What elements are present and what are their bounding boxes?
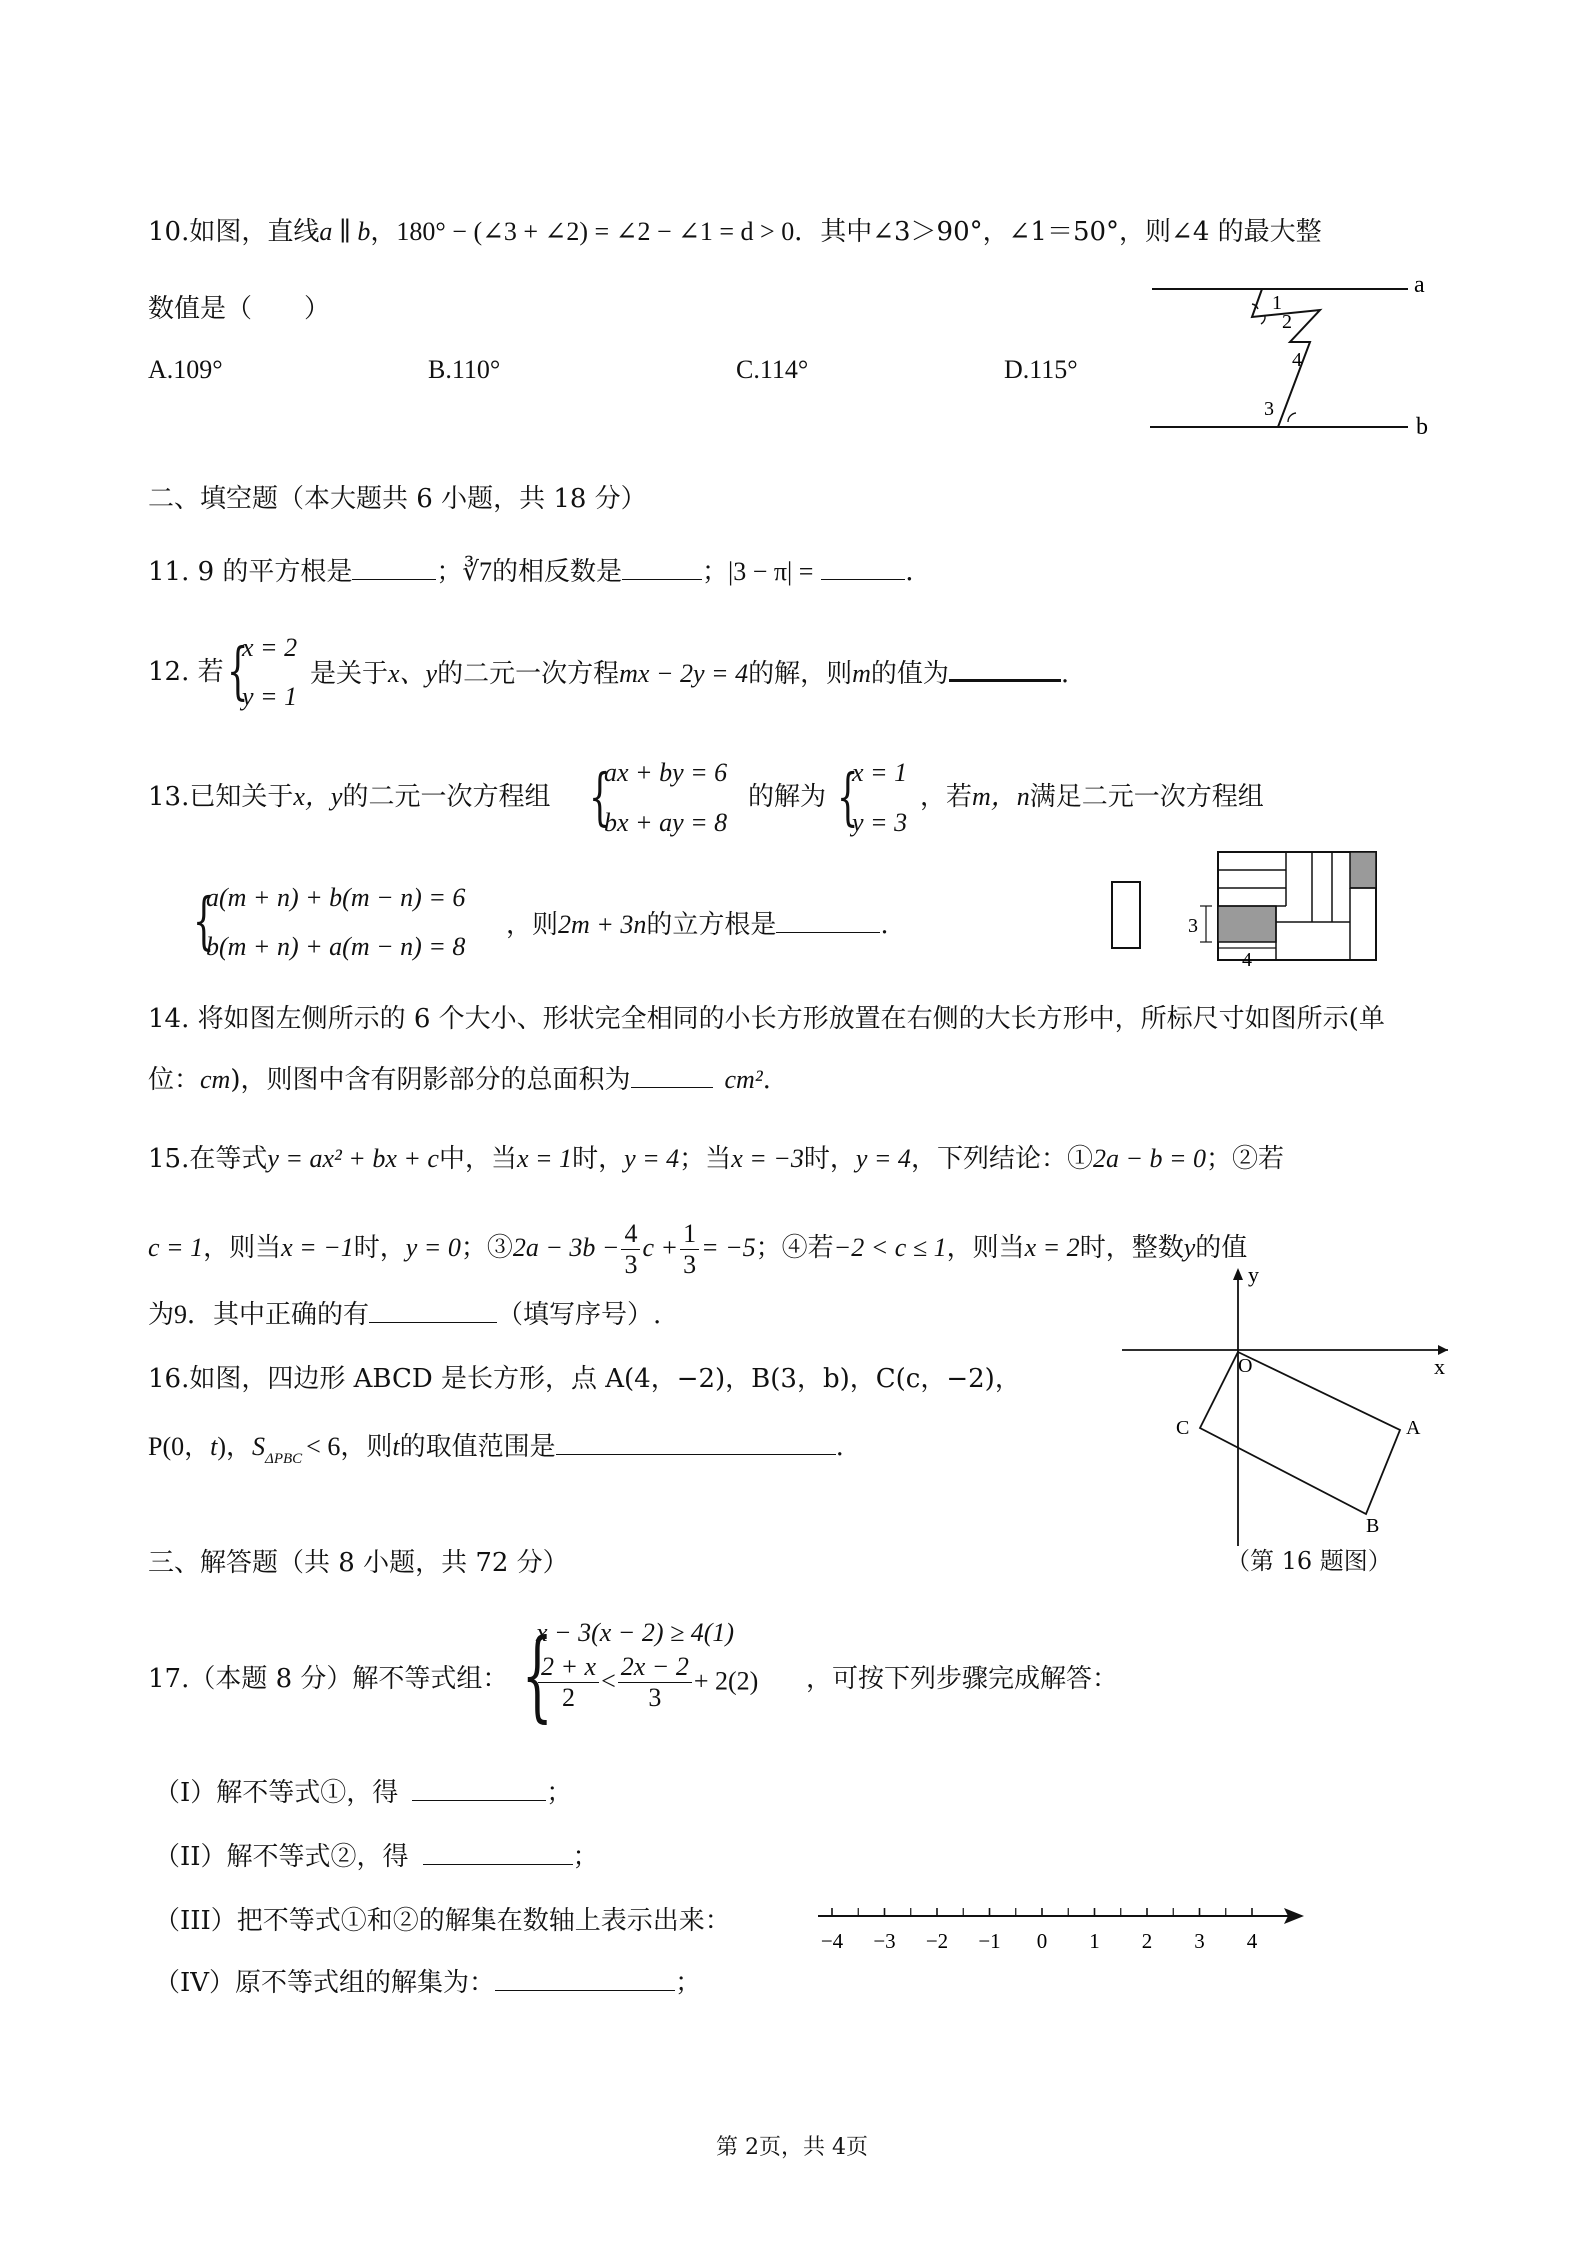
- q17-suffix: ，可按下列步骤完成解答：: [806, 1664, 1119, 1694]
- q13-brace-1: {: [588, 760, 611, 833]
- q17-prefix: 17.（本题 8 分）解不等式组：: [148, 1664, 509, 1694]
- q16-l2-t2: t: [392, 1432, 400, 1461]
- q14-figure: [1100, 846, 1390, 966]
- q14-unit: cm: [200, 1065, 231, 1094]
- q17-frac-1: [538, 1652, 599, 1713]
- q12-text-3: 的二元一次方程: [437, 659, 620, 689]
- number-line-tick-label: −3: [873, 1929, 896, 1953]
- q15-l2-m: x = 2: [1024, 1233, 1080, 1262]
- q11-abs-expr: |3 − π| =: [728, 557, 814, 586]
- q15-l1-e: y = 4: [624, 1144, 680, 1173]
- q14-answer-blank[interactable]: [631, 1063, 713, 1088]
- q12-text-2: 是关于: [310, 659, 389, 689]
- q13-text-5: 满足二元一次方程组: [1029, 782, 1264, 812]
- q15-l2-d: 时，: [353, 1233, 406, 1263]
- q13-suffix: [920, 780, 1264, 814]
- q10-text-a: 10.如图，直线: [148, 217, 320, 247]
- q14-line1: 14. 将如图左侧所示的 6 个大小、形状完全相同的小长方形放置在右侧的大长方形中，所标尺寸如图所示(单: [148, 1004, 1385, 1034]
- q13-prefix: [148, 780, 550, 814]
- q15-l2-e: y = 0: [405, 1233, 461, 1262]
- q13-brace-2: {: [836, 760, 859, 833]
- q16-fig-origin: O: [1238, 1355, 1253, 1377]
- q13-line2-rest: [506, 908, 889, 942]
- q17-number-line: [810, 1890, 1310, 1960]
- q15-frac1-num: 4: [621, 1219, 640, 1250]
- q13-text-7: 的立方根是: [646, 910, 777, 940]
- q16-l2-sub: ΔPBC: [265, 1451, 303, 1467]
- q15-answer-blank[interactable]: [369, 1298, 497, 1323]
- q16-fig-axis-x: x: [1434, 1354, 1445, 1379]
- q17-frac1-num: 2 + x: [538, 1652, 599, 1683]
- q15-l2-c: x = −1: [281, 1233, 354, 1262]
- q15-l1-k: 2a − b = 0: [1092, 1144, 1207, 1173]
- number-line-tick-label: 1: [1089, 1929, 1100, 1953]
- q15-l2-a: c = 1: [148, 1233, 204, 1262]
- q16-l2-c: < 6，则: [306, 1432, 393, 1461]
- q10-math-ab: a ∥ b: [319, 217, 371, 246]
- q14-unit-area: cm²: [724, 1065, 763, 1094]
- q12-line-rest: [310, 655, 1069, 691]
- q12-m: m: [852, 659, 871, 688]
- q12-answer-blank[interactable]: [949, 655, 1061, 682]
- q15-l2-j: ；④若: [755, 1233, 834, 1263]
- q11-answer-blank-2[interactable]: [622, 555, 702, 580]
- q17-step-2: [154, 1840, 599, 1874]
- q12-brace: {: [226, 634, 249, 707]
- q13-text-4: ，若: [920, 782, 973, 812]
- q11-text-4: ；: [702, 557, 729, 587]
- q13-sys1-row1: ax + by = 6: [604, 758, 728, 787]
- q13-text-3: 的解为: [748, 782, 827, 812]
- q13-brace-3: {: [192, 884, 215, 957]
- q15-l2-o: y: [1183, 1233, 1196, 1262]
- q13-text-1: 13.已知关于: [148, 782, 294, 812]
- q12-equation: mx − 2y = 4: [619, 659, 749, 688]
- q10-fig-angle-2: 2: [1282, 311, 1292, 333]
- q15-l1-g: x = −3: [731, 1144, 804, 1173]
- q14-text-c: .: [762, 1065, 771, 1095]
- q15-frac2-den: 3: [683, 1249, 697, 1279]
- q16-l2-e: .: [835, 1432, 844, 1462]
- q17-step4-text: （IV）原不等式组的解集为：: [154, 1968, 496, 1998]
- page-footer: 第 2页，共 4页: [716, 2135, 868, 2160]
- q13-sys2-row1: x = 1: [852, 758, 908, 787]
- q13-sys1-row2: bx + ay = 8: [604, 808, 728, 837]
- q17-step2-text: （II）解不等式②，得: [154, 1842, 409, 1872]
- number-line-tick-label: −4: [820, 1929, 844, 1953]
- q15-l2-i: = −5: [701, 1233, 756, 1262]
- section3-heading: 三、解答题（共 8 小题，共 72 分）: [148, 1548, 569, 1578]
- q10-fig-label-b: b: [1416, 414, 1428, 440]
- q12-text-6: .: [1060, 659, 1070, 689]
- q12-text-5: 的值为: [870, 659, 949, 689]
- q16-answer-blank[interactable]: [556, 1430, 836, 1455]
- q10-fig-label-a: a: [1414, 272, 1425, 298]
- q15-l2-b: ，则当: [203, 1233, 282, 1263]
- q12-text-4: 的解，则: [748, 659, 853, 689]
- q16-fig-axis-y: y: [1248, 1262, 1259, 1287]
- q10-math-eq: 180° − (∠3 + ∠2) = ∠2 − ∠1 = d > 0: [396, 217, 795, 246]
- q15-l1-i: y = 4: [855, 1144, 911, 1173]
- q12-sys-row2: y = 1: [242, 682, 298, 711]
- number-line-tick-label: −1: [978, 1929, 1001, 1953]
- q17-row2: [536, 1652, 758, 1713]
- q16-l2-a: P(0，: [148, 1432, 211, 1461]
- q13-sys2-row2: y = 3: [852, 808, 908, 837]
- q12-vars: x、y: [388, 659, 438, 688]
- q17-frac1-den: 2: [562, 1683, 576, 1712]
- q13-sys3-row2: b(m + n) + a(m − n) = 8: [206, 932, 466, 961]
- q11-answer-blank-3[interactable]: [821, 555, 905, 580]
- q10-option-c: C.114°: [736, 355, 809, 384]
- q16-line2: [148, 1430, 844, 1476]
- q13-mn: m，n: [972, 782, 1030, 811]
- q10-option-d: D.115°: [1004, 355, 1078, 384]
- q16-fig-point-a: A: [1406, 1417, 1421, 1439]
- q16-l2-s: S: [252, 1432, 266, 1461]
- q15-l2-h: c +: [642, 1233, 679, 1262]
- q16-figure-caption: （第 16 题图）: [1226, 1547, 1392, 1575]
- q11-text-5: ．: [905, 557, 932, 587]
- q14-text-a: 位：: [148, 1065, 201, 1095]
- q17-step4-blank[interactable]: [495, 1966, 675, 1991]
- q10-figure: [1140, 262, 1460, 442]
- number-line-tick-label: −2: [925, 1929, 949, 1953]
- q17-step4-end: ；: [675, 1968, 702, 1998]
- q14-dim-height: 3: [1188, 915, 1198, 937]
- q17-brace: {: [521, 1619, 553, 1733]
- q15-l1-c: x = 1: [516, 1144, 573, 1173]
- q15-line2: [148, 1218, 1247, 1280]
- q15-frac-2: [680, 1219, 699, 1280]
- q15-l2-g: 2a − 3b −: [512, 1233, 620, 1262]
- q13-expr: 2m + 3n: [558, 910, 647, 939]
- q15-l3-c: ．其中正确的有: [187, 1300, 370, 1330]
- q15-l2-f: ；③: [460, 1233, 513, 1263]
- q11-text-2: ；: [436, 557, 463, 587]
- q15-frac1-den: 3: [624, 1249, 638, 1279]
- q17-step2-end: ；: [572, 1842, 599, 1872]
- q15-l1-a: 15.在等式: [148, 1144, 268, 1174]
- q15-l1-j: ，下列结论：①: [910, 1144, 1093, 1174]
- q17-step-3: （III）把不等式①和②的解集在数轴上表示出来：: [154, 1906, 731, 1936]
- q15-l3-d: （填写序号）.: [497, 1300, 662, 1330]
- q15-l3-b: 9: [174, 1300, 188, 1329]
- q11-text-3: 的相反数是: [492, 557, 623, 587]
- q11-cube-root: ∛7: [462, 557, 493, 586]
- q13-text-2: 的二元一次方程组: [342, 782, 551, 812]
- q14-dim-width: 4: [1242, 949, 1252, 966]
- q13-text-6: ，则: [506, 910, 559, 940]
- q16-l2-d: 的取值范围是: [399, 1432, 556, 1462]
- q15-l1-eq: y = ax² + bx + c: [267, 1144, 439, 1173]
- q16-l2-t: t: [210, 1432, 218, 1461]
- q10-fig-angle-1: 1: [1272, 292, 1282, 314]
- section2-heading: 二、填空题（本大题共 6 小题，共 18 分）: [148, 484, 647, 514]
- q16-fig-point-c: C: [1176, 1417, 1190, 1439]
- q10-fig-angle-3: 3: [1264, 398, 1274, 420]
- q15-line1: [148, 1142, 1284, 1176]
- q10-fig-angle-4: 4: [1292, 349, 1302, 371]
- q16-line1: 16.如图，四边形 ABCD 是长方形，点 A(4，−2)，B(3，b)，C(c，−2)，: [148, 1364, 1021, 1394]
- q15-l3-a: 为: [148, 1300, 175, 1330]
- q15-frac-1: [621, 1219, 640, 1280]
- q17-step2-blank[interactable]: [423, 1840, 573, 1865]
- q16-fig-point-b: B: [1366, 1515, 1380, 1537]
- q15-l2-n: 时，整数: [1079, 1233, 1184, 1263]
- q11-line: [148, 555, 931, 589]
- q13-text-8: .: [880, 910, 889, 940]
- q15-l1-h: 时，: [803, 1144, 856, 1174]
- number-line-tick-label: 4: [1246, 1929, 1258, 1953]
- q13-sys3-row1: a(m + n) + b(m − n) = 6: [206, 883, 466, 912]
- q17-frac2-den: 3: [648, 1683, 662, 1712]
- q10-option-b: B.110°: [428, 355, 501, 384]
- q15-l1-l: ；②若: [1206, 1144, 1285, 1174]
- q17-row2-tail: + 2(2): [693, 1666, 759, 1696]
- q15-line3: [148, 1298, 661, 1332]
- q15-l1-b: 中，当: [438, 1144, 517, 1174]
- q13-answer-blank[interactable]: [776, 908, 880, 933]
- number-line-tick-label: 3: [1194, 1929, 1205, 1953]
- q15-frac2-num: 1: [680, 1219, 699, 1250]
- q13-vars: x，y: [293, 782, 343, 811]
- number-line-tick-label: 2: [1141, 1929, 1153, 1953]
- q10-option-a: A.109°: [148, 355, 223, 384]
- q10-text-c: ．其中∠3＞90°，∠1＝50°，则∠4 的最大整: [794, 217, 1322, 247]
- q11-answer-blank-1[interactable]: [352, 555, 436, 580]
- q15-l2-k: −2 < c ≤ 1: [833, 1233, 947, 1262]
- q16-l2-b: )，: [217, 1432, 253, 1461]
- q17-step-1: [154, 1776, 572, 1810]
- q15-l1-f: ；当: [679, 1144, 732, 1174]
- q10-text-b: ，: [370, 217, 397, 247]
- q17-step1-text: （I）解不等式①，得: [154, 1778, 399, 1808]
- q17-row1: x − 3(x − 2) ≥ 4(1): [536, 1618, 735, 1647]
- q16-figure: [1110, 1262, 1470, 1562]
- q14-text-b: )，则图中含有阴影部分的总面积为: [230, 1065, 631, 1095]
- q17-frac-2: [618, 1652, 692, 1713]
- q15-l2-p: 的值: [1195, 1233, 1248, 1263]
- q17-step1-end: ；: [546, 1778, 573, 1808]
- q12-sys-row1: x = 2: [242, 633, 298, 662]
- q17-lt: <: [601, 1666, 616, 1696]
- q10-line2: 数值是（ ）: [148, 294, 331, 324]
- q15-l2-l: ，则当: [946, 1233, 1025, 1263]
- q15-l1-d: 时，: [572, 1144, 625, 1174]
- number-line-tick-label: 0: [1036, 1929, 1048, 1953]
- q14-line2: [148, 1063, 771, 1097]
- q12-prefix: 12. 若: [148, 657, 224, 687]
- q10-line1: [148, 215, 1322, 249]
- q17-step1-blank[interactable]: [412, 1776, 546, 1801]
- q11-text-1: 11. 9 的平方根是: [148, 557, 353, 587]
- q17-step-4: [154, 1966, 701, 2000]
- q17-frac2-num: 2x − 2: [618, 1652, 692, 1683]
